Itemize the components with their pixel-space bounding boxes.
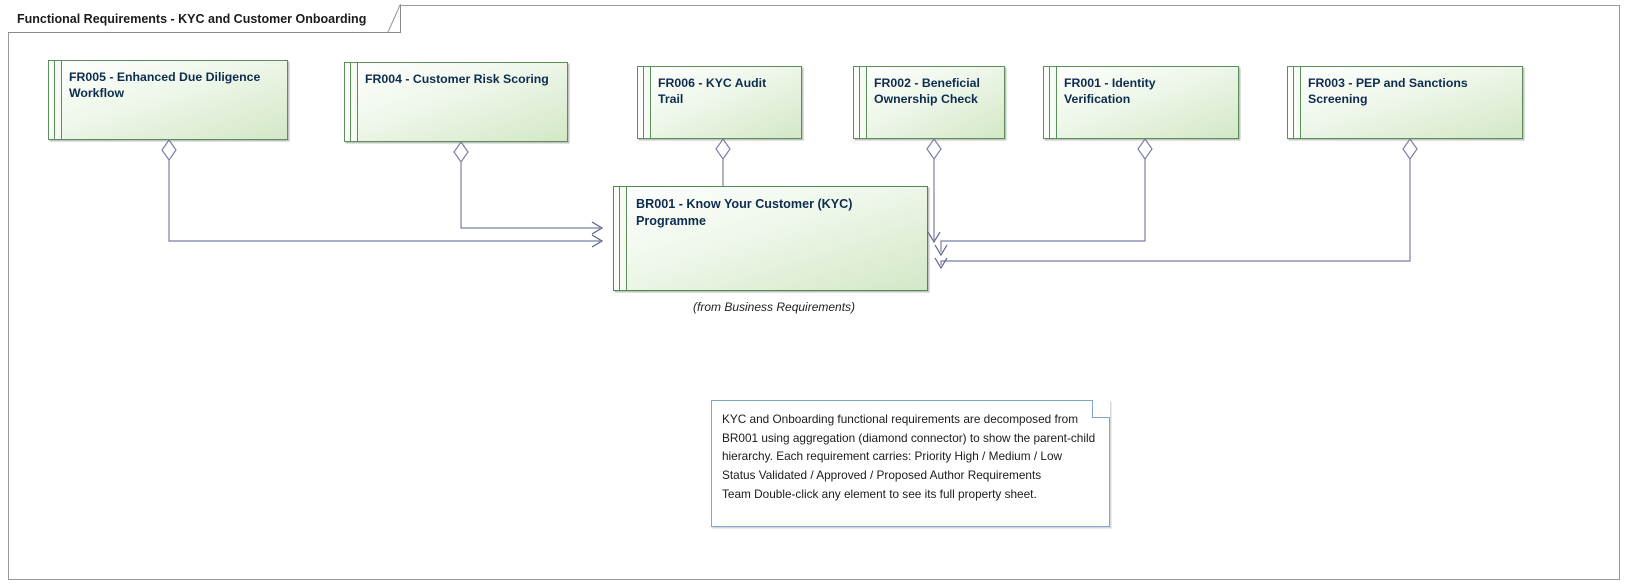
node-label-fr002: FR002 - Beneficial Ownership Check xyxy=(874,76,980,107)
node-fr002[interactable] xyxy=(853,66,1005,139)
node-fr006[interactable] xyxy=(637,66,802,139)
node-label-fr003: FR003 - PEP and Sanctions Screening xyxy=(1308,76,1468,107)
node-spine-icon xyxy=(854,67,867,138)
node-spine-icon xyxy=(49,61,62,139)
node-label-fr006: FR006 - KYC Audit Trail xyxy=(658,76,767,107)
node-spine-icon xyxy=(345,63,358,141)
node-spine-icon xyxy=(614,187,627,290)
node-label-fr001: FR001 - Identity Verification xyxy=(1064,76,1156,107)
diagram-title-tab xyxy=(8,5,401,33)
node-label-br001: BR001 - Know Your Customer (KYC) Programme xyxy=(636,197,853,228)
diagram-note[interactable] xyxy=(711,400,1110,527)
node-br001[interactable] xyxy=(613,186,928,291)
node-fr004[interactable] xyxy=(344,62,568,142)
central-node-caption: (from Business Requirements) xyxy=(693,300,856,314)
node-fr001[interactable] xyxy=(1043,66,1239,139)
node-label-fr004: FR004 - Customer Risk Scoring xyxy=(365,72,549,86)
node-spine-icon xyxy=(1288,67,1301,138)
node-label-fr005: FR005 - Enhanced Due Diligence Workflow xyxy=(69,70,261,101)
node-fr005[interactable] xyxy=(48,60,288,140)
diagram-title: Functional Requirements - KYC and Customer Onboarding xyxy=(17,11,367,26)
node-fr003[interactable] xyxy=(1287,66,1523,139)
note-text: KYC and Onboarding functional requirements are decomposed from BR001 using aggregation (diamond connector) to show the parent-child hierarchy. Each requirement carries: Priority High / Medium / Low Status Validated / Approved / Proposed Author Requirements Team Double-click any element to see its full property sheet. xyxy=(722,412,1096,501)
node-spine-icon xyxy=(638,67,651,138)
node-spine-icon xyxy=(1044,67,1057,138)
